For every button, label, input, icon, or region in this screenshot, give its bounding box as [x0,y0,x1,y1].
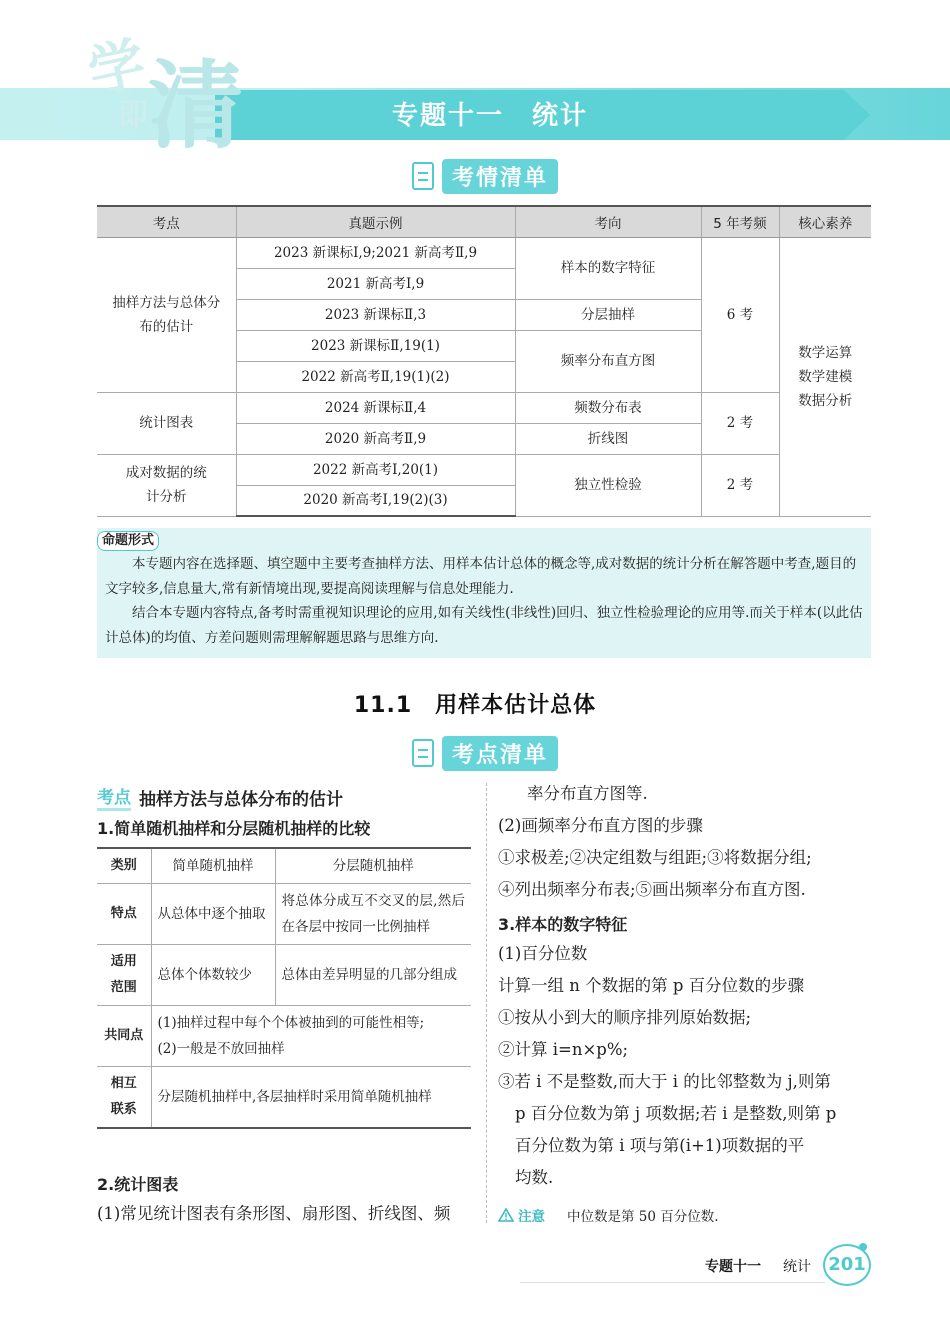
exam-overview-table [97,205,871,517]
cell: 将总体分成互不交叉的层,然后在各层中按同一比例抽样 [275,884,471,945]
freq-cell: 2 考 [701,454,779,516]
literacy-item: 数学建模 [798,368,853,385]
topic-cell: 统计图表 [97,392,236,454]
direction-cell: 折线图 [515,423,701,454]
subheading-1: 1.简单随机抽样和分层随机抽样的比较 [97,819,371,838]
cell: 总体由差异明显的几部分组成 [275,945,471,1006]
proposition-tag: 命题形式 [97,531,159,551]
proposition-paragraph: 本专题内容在选择题、填空题中主要考查抽样方法、用样本估计总体的概念等,成对数据的统计分析在解答题中考查,题目的文字较多,信息量大,常有新情境出现,要提高阅读理解与信息处理能力. [105,556,857,597]
section-label-text: 考点清单 [442,736,558,771]
col-header: 考点 [97,206,236,237]
table-row [97,1006,471,1067]
row-label: 特点 [97,884,151,945]
row-label: 适用 范围 [97,945,151,1006]
topic-cell: 抽样方法与总体分布的估计 [97,237,236,392]
direction-cell: 样本的数字特征 [515,237,701,299]
row-label: 相互 联系 [97,1067,151,1129]
note-label: 注意 [518,1209,545,1225]
logo-char-3: 清 [148,49,244,162]
subheading-2: 2.统计图表 [97,1175,179,1194]
example-cell: 2022 新高考Ⅰ,20(1) [236,454,515,485]
cell: 从总体中逐个抽取 [151,884,275,945]
example-cell: 2022 新高考Ⅱ,19(1)(2) [236,361,515,392]
subheading-3: 3.样本的数字特征 [498,915,628,934]
table-header-row [97,848,471,884]
body-line: 计算一组 n 个数据的第 p 百分位数的步骤 [498,976,805,995]
page-number: 201 [823,1244,871,1286]
section-label-text: 考情清单 [442,159,558,194]
direction-cell: 频数分布表 [515,392,701,423]
logo-char-1: 学 [82,29,152,107]
table-row [97,454,871,485]
kaodian-title: 抽样方法与总体分布的估计 [139,789,343,810]
body-line: ①求极差;②决定组数与组距;③将数据分组; [498,848,812,867]
example-cell: 2023 新课标Ⅱ,3 [236,299,515,330]
example-cell: 2023 新课标Ⅱ,19(1) [236,330,515,361]
table-row [97,392,871,423]
footer-line [520,1282,825,1283]
example-cell: 2020 新高考Ⅰ,19(2)(3) [236,485,515,516]
proposition-paragraph: 结合本专题内容特点,备考时需重视知识理论的应用,如有关线性(非线性)回归、独立性检验理论的应用等.而关于样本(以此估计总体)的均值、方差问题则需理解解题思路与思维方向. [105,605,863,646]
table-row [97,945,471,1006]
footer-topic: 统计 [783,1259,811,1275]
body-line: 均数. [515,1168,554,1187]
body-line: (1)常见统计图表有条形图、扇形图、折线图、频 [97,1204,451,1223]
section-label-kaoqing [412,158,558,194]
warning-icon [498,1208,514,1222]
col-header: 简单随机抽样 [151,848,275,884]
direction-cell: 独立性检验 [515,454,701,516]
footer-chapter: 专题十一 [705,1259,761,1275]
kaodian-heading [97,783,343,811]
literacy-cell [779,237,871,516]
freq-cell: 2 考 [701,392,779,454]
cell: 总体个体数较少 [151,945,275,1006]
col-header: 真题示例 [236,206,515,237]
col-header: 5 年考频 [701,206,779,237]
body-line: p 百分位数为第 j 项数据;若 i 是整数,则第 p [515,1104,837,1123]
table-row [97,1067,471,1129]
literacy-item: 数据分析 [798,392,853,409]
sampling-comparison-table [97,847,471,1129]
checklist-icon [412,739,434,767]
column-divider [486,783,487,1223]
table-row [97,884,471,945]
note-text: 中位数是第 50 百分位数. [567,1209,719,1225]
example-cell: 2023 新课标Ⅰ,9;2021 新高考Ⅱ,9 [236,237,515,268]
col-header: 核心素养 [779,206,871,237]
literacy-item: 数学运算 [798,344,853,361]
col-header: 分层随机抽样 [275,848,471,884]
chapter-title: 专题十一 统计 [391,101,588,131]
col-header: 类别 [97,848,151,884]
table-header-row [97,206,871,237]
body-line: 百分位数为第 i 项与第(i+1)项数据的平 [515,1136,805,1155]
col-header: 考向 [515,206,701,237]
direction-cell: 频率分布直方图 [515,330,701,392]
page-dot [859,1243,867,1251]
body-line: ④列出频率分布表;⑤画出频率分布直方图. [498,880,806,899]
logo-char-2: 即 [118,98,148,133]
kaodian-tag: 考点 [97,783,131,811]
row-label: 共同点 [97,1006,151,1067]
body-line: (2)画频率分布直方图的步骤 [498,816,703,835]
freq-cell: 6 考 [701,237,779,392]
direction-cell: 分层抽样 [515,299,701,330]
example-cell: 2020 新高考Ⅱ,9 [236,423,515,454]
note [498,1205,719,1225]
example-cell: 2024 新课标Ⅱ,4 [236,392,515,423]
body-line: ②计算 i=n×p%; [498,1040,629,1059]
section-label-kaodian [412,735,558,771]
cell: (1)抽样过程中每个个体被抽到的可能性相等; (2)一般是不放回抽样 [151,1006,471,1067]
body-line: ③若 i 不是整数,而大于 i 的比邻整数为 j,则第 [498,1072,831,1091]
cell: 分层随机抽样中,各层抽样时采用简单随机抽样 [151,1067,471,1129]
topic-cell: 成对数据的统计分析 [97,454,236,516]
proposition-box [97,528,871,658]
body-line: (1)百分位数 [498,944,588,963]
body-line: ①按从小到大的顺序排列原始数据; [498,1008,752,1027]
example-cell: 2021 新高考Ⅰ,9 [236,268,515,299]
checklist-icon [412,162,434,190]
section-title: 11.1 用样本估计总体 [353,693,597,718]
body-line: 率分布直方图等. [527,784,648,803]
table-row [97,237,871,268]
